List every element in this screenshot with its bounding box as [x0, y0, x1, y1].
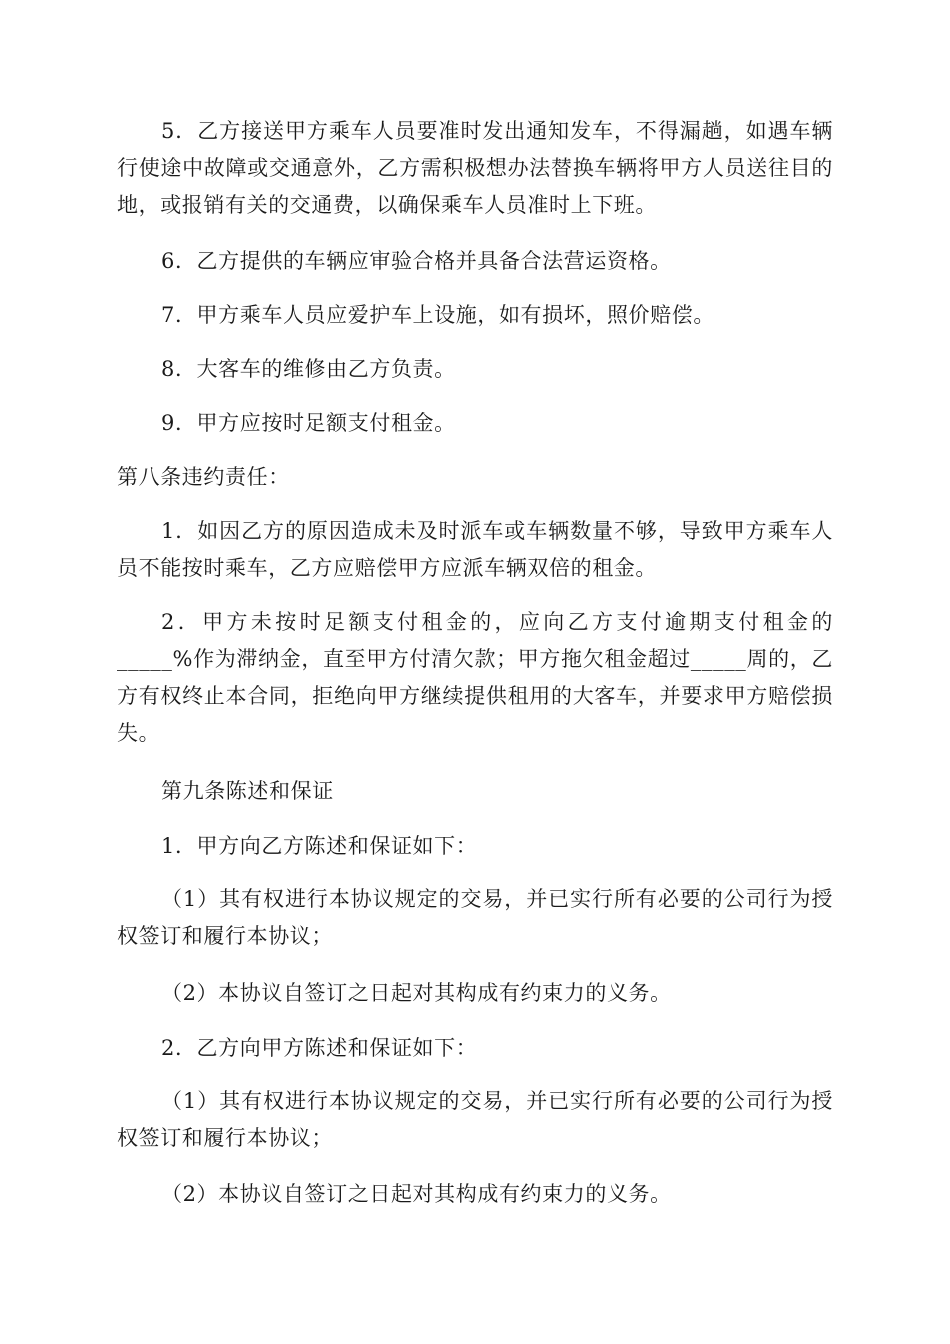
clause-item-7: 7．甲方乘车人员应爱护车上设施，如有损坏，照价赔偿。 — [161, 303, 715, 327]
article-8-heading: 第八条违约责任： — [117, 465, 290, 489]
representation-item-2-sub-1: （1）其有权进行本协议规定的交易，并已实行所有必要的公司行为授权签订和履行本协议； — [117, 1089, 833, 1150]
representation-item-2: 2．乙方向甲方陈述和保证如下： — [161, 1036, 478, 1060]
representation-item-2-sub-2: （2）本协议自签订之日起对其构成有约束力的义务。 — [161, 1182, 672, 1206]
representation-item-1-sub-1: （1）其有权进行本协议规定的交易，并已实行所有必要的公司行为授权签订和履行本协议； — [117, 887, 833, 948]
clause-item-6: 6．乙方提供的车辆应审验合格并具备合法营运资格。 — [161, 249, 672, 273]
clause-item-5: 5．乙方接送甲方乘车人员要准时发出通知发车，不得漏趟，如遇车辆行使途中故障或交通意外，乙方需积极想办法替换车辆将甲方人员送往目的地，或报销有关的交通费，以确保乘车人员准时上下班。 — [117, 119, 833, 217]
clause-item-9: 9．甲方应按时足额支付租金。 — [161, 411, 456, 435]
breach-item-2: 2．甲方未按时足额支付租金的，应向乙方支付逾期支付租金的_____%作为滞纳金，直至甲方付清欠款；甲方拖欠租金超过_____周的，乙方有权终止本合同，拒绝向甲方继续提供租用的大客车，并要求甲方赔偿损失。 — [117, 610, 833, 745]
breach-item-1: 1．如因乙方的原因造成未及时派车或车辆数量不够，导致甲方乘车人员不能按时乘车，乙方应赔偿甲方应派车辆双倍的租金。 — [117, 519, 833, 580]
article-9-heading: 第九条陈述和保证 — [161, 779, 334, 803]
representation-item-1: 1．甲方向乙方陈述和保证如下： — [161, 834, 478, 858]
clause-item-8: 8．大客车的维修由乙方负责。 — [161, 357, 456, 381]
representation-item-1-sub-2: （2）本协议自签订之日起对其构成有约束力的义务。 — [161, 981, 672, 1005]
